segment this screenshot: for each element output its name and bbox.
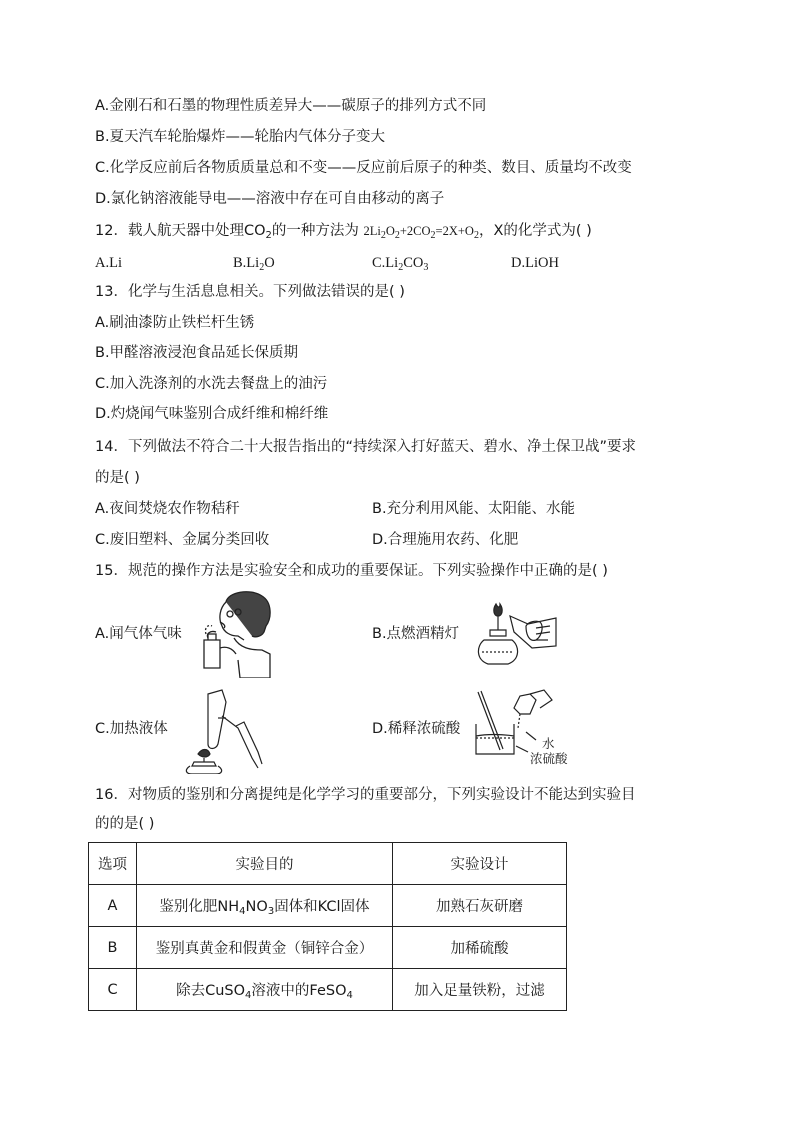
smelling-gas-illustration	[190, 588, 276, 678]
q12-mid: 的一种方法为	[271, 223, 359, 239]
q14-option-a: A.夜间焚烧农作物秸秆	[95, 501, 240, 517]
q15-option-c: C.加热液体	[95, 721, 168, 737]
q13-option-a: A.刷油漆防止铁栏杆生锈	[95, 315, 255, 331]
q13-option-b: B.甲醛溶液浸泡食品延长保质期	[95, 345, 299, 361]
header-option: 选项	[89, 843, 137, 885]
table-row	[89, 969, 567, 1011]
row-a-option: A	[89, 885, 137, 927]
row-a-design: 加熟石灰研磨	[393, 885, 567, 927]
row-c-option: C	[89, 969, 137, 1011]
table-row	[89, 927, 567, 969]
table-header-row	[89, 843, 567, 885]
q15-option-a: A.闻气体气味	[95, 626, 182, 642]
header-design: 实验设计	[393, 843, 567, 885]
q12-option-a: A.Li	[95, 255, 122, 271]
row-b-design: 加稀硫酸	[393, 927, 567, 969]
q14-stem-line1: 14．下列做法不符合二十大报告指出的“持续深入打好蓝天、碧水、净土保卫战”要求	[95, 439, 636, 455]
row-c-purpose: 除去CuSO$_4$溶液中的FeSO$_4$	[137, 969, 393, 1011]
q12-option-b: $B.Li_2O$	[233, 255, 275, 273]
q11-option-a: A.金刚石和石墨的物理性质差异大——碳原子的排列方式不同	[95, 98, 487, 114]
q16-stem-line2: 的的是( )	[95, 816, 155, 832]
q11-option-b: B.夏天汽车轮胎爆炸——轮胎内气体分子变大	[95, 129, 386, 145]
q15-option-d: D.稀释浓硫酸	[372, 721, 461, 737]
heating-liquid-illustration	[178, 688, 264, 774]
q12-equation: $2Li_2O_2+2CO_2=2X+O_2$	[363, 224, 479, 241]
row-b-purpose: 鉴别真黄金和假黄金（铜锌合金）	[137, 927, 393, 969]
q14-option-b: B.充分利用风能、太阳能、水能	[372, 501, 576, 517]
header-purpose: 实验目的	[137, 843, 393, 885]
q12-option-d: D.LiOH	[511, 255, 559, 271]
label-water: 水	[542, 736, 555, 751]
q12-option-c: $C.Li_2CO_3$	[372, 255, 429, 273]
label-concentrated-acid: 浓硫酸	[530, 751, 568, 766]
q14-option-c: C.废旧塑料、金属分类回收	[95, 532, 270, 548]
q12-stem	[95, 221, 592, 241]
q14-stem-line2: 的是( )	[95, 470, 140, 486]
q12-suffix: ，X的化学式为( )	[478, 223, 592, 239]
q13-stem: 13．化学与生活息息相关。下列做法错误的是( )	[95, 284, 405, 300]
q11-option-d: D.氯化钠溶液能导电——溶液中存在可自由移动的离子	[95, 191, 445, 207]
q14-option-d: D.合理施用农药、化肥	[372, 532, 519, 548]
q16-table	[88, 842, 567, 1011]
q15-option-b: B.点燃酒精灯	[372, 626, 460, 642]
q11-option-c: C.化学反应前后各物质质量总和不变——反应前后原子的种类、数目、质量均不改变	[95, 160, 632, 176]
q13-option-d: D.灼烧闻气味鉴别合成纤维和棉纤维	[95, 406, 329, 422]
table-row	[89, 885, 567, 927]
q12-sub: 2	[265, 230, 272, 241]
row-c-design: 加入足量铁粉，过滤	[393, 969, 567, 1011]
q15-stem: 15．规范的操作方法是实验安全和成功的重要保证。下列实验操作中正确的是( )	[95, 563, 608, 579]
alcohol-lamp-illustration	[470, 596, 560, 668]
row-a-purpose: 鉴别化肥$NH_4NO_3$固体和KCl固体	[137, 885, 393, 927]
q16-stem-line1: 16．对物质的鉴别和分离提纯是化学学习的重要部分，下列实验设计不能达到实验目	[95, 787, 636, 803]
row-b-option: B	[89, 927, 137, 969]
q12-prefix: 12．载人航天器中处理CO	[95, 223, 266, 239]
q13-option-c: C.加入洗涤剂的水洗去餐盘上的油污	[95, 376, 328, 392]
